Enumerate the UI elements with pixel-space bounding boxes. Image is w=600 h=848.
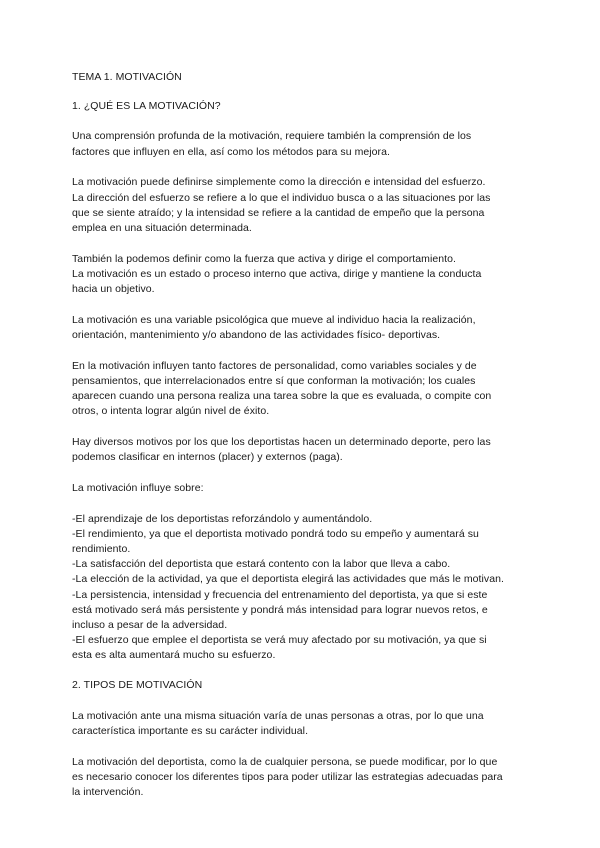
document-title: TEMA 1. MOTIVACIÓN <box>72 71 182 83</box>
influence-list <box>72 512 542 664</box>
section-1-body <box>72 129 542 663</box>
text-line: La motivación es un estado o proceso interno que activa, dirige y mantiene la conducta <box>72 267 482 280</box>
list-item: está motivado será más persistente y pondrá más intensidad para lograr nuevos retos, e <box>72 603 488 616</box>
paragraph <box>72 252 542 298</box>
text-line: Una comprensión profunda de la motivación, requiere también la comprensión de los <box>72 130 472 143</box>
text-line: emplea en una situación determinada. <box>72 221 252 234</box>
text-line: La motivación es una variable psicológica que mueve al individuo hacia la realización, <box>72 313 476 326</box>
list-item: -La satisfacción del deportista que estará contento con la labor que lleva a cabo. <box>72 558 451 571</box>
text-line: La dirección del esfuerzo se refiere a lo que el individuo busca o a las situaciones por las <box>72 191 491 204</box>
text-line: que se siente atraído; y la intensidad se refiere a la cantidad de empeño que la persona <box>72 206 485 219</box>
text-line: característica importante es su carácter individual. <box>72 725 309 737</box>
text-line: La motivación influye sobre: <box>72 481 204 494</box>
list-item: esta es alta aumentará mucho su esfuerzo. <box>72 649 276 662</box>
paragraph <box>72 129 542 159</box>
list-item: -El esfuerzo que emplee el deportista se verá muy afectado por su motivación, ya que si <box>72 634 487 647</box>
text-line: La motivación ante una misma situación varía de unas personas a otras, por lo que una <box>72 709 484 722</box>
list-item: -La persistencia, intensidad y frecuencia del entrenamiento del deportista, ya que si este <box>72 588 488 601</box>
text-line: En la motivación influyen tanto factores de personalidad, como variables sociales y de <box>72 359 477 372</box>
paragraph <box>72 313 542 343</box>
text-line: También la podemos definir como la fuerza que activa y dirige el comportamiento. <box>72 252 456 265</box>
paragraph <box>72 709 542 739</box>
list-item: -La elección de la actividad, ya que el deportista elegirá las actividades que más le motivan. <box>72 573 504 586</box>
paragraph <box>72 481 542 496</box>
text-line: aparecen cuando una persona realiza una tarea sobre la que es evaluada, o compite con <box>72 390 492 403</box>
text-line: la intervención. <box>72 786 144 799</box>
text-line: La motivación del deportista, como la de cualquier persona, se puede modificar, por lo que <box>72 755 498 768</box>
document-page <box>72 70 542 816</box>
text-line: Hay diversos motivos por los que los deportistas hacen un determinado deporte, pero las <box>72 435 491 448</box>
list-item: -El aprendizaje de los deportistas reforzándolo y aumentándolo. <box>72 512 373 525</box>
section-2-body <box>72 709 542 801</box>
paragraph <box>72 435 542 465</box>
list-item: rendimiento. <box>72 542 131 555</box>
text-line: pensamientos, que interrelacionados entre sí que conforman la motivación; los cuales <box>72 374 476 387</box>
text-line: La motivación puede definirse simplemente como la dirección e intensidad del esfuerzo. <box>72 176 486 189</box>
text-line: otros, o intenta lograr algún nivel de éxito. <box>72 405 270 418</box>
section-1-heading: 1. ¿QUÉ ES LA MOTIVACIÓN? <box>72 100 221 113</box>
paragraph <box>72 175 542 236</box>
paragraph <box>72 359 542 420</box>
paragraph <box>72 755 542 801</box>
list-item: incluso a pesar de la adversidad. <box>72 618 228 631</box>
list-item: -El rendimiento, ya que el deportista motivado pondrá todo su empeño y aumentará su <box>72 527 479 540</box>
text-line: podemos clasificar en internos (placer) y externos (paga). <box>72 451 343 464</box>
text-line: es necesario conocer los diferentes tipos para poder utilizar las estrategias adecuadas para <box>72 770 503 783</box>
text-line: hacia un objetivo. <box>72 283 155 296</box>
text-line: orientación, mantenimiento y/o abandono de las actividades físico- deportivas. <box>72 328 441 341</box>
section-2-heading: 2. TIPOS DE MOTIVACIÓN <box>72 678 203 691</box>
text-line: factores que influyen en ella, así como los métodos para su mejora. <box>72 145 390 158</box>
